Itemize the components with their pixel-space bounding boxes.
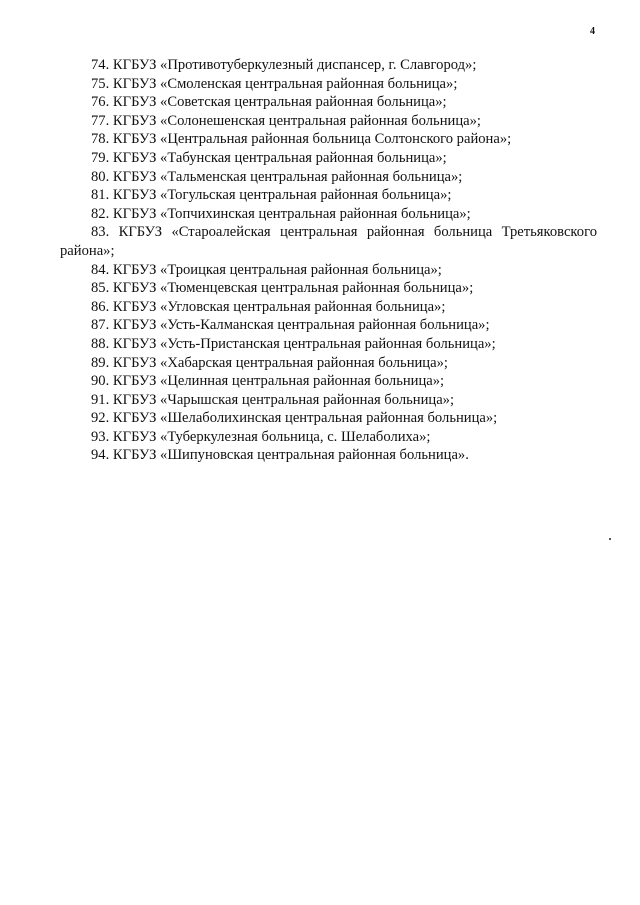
list-item bbox=[0, 149, 640, 168]
item-number: 93. bbox=[91, 428, 110, 445]
list-item bbox=[0, 186, 640, 205]
item-number: 89. bbox=[91, 354, 110, 371]
list-item bbox=[0, 354, 640, 373]
item-text: КГБУЗ «Противотуберкулезный диспансер, г. Славгород»; bbox=[112, 57, 477, 73]
list-item bbox=[0, 298, 640, 317]
item-number: 86. bbox=[91, 298, 110, 315]
item-number: 76. bbox=[91, 94, 110, 111]
item-text: КГБУЗ «Целинная центральная районная больница»; bbox=[112, 373, 445, 390]
item-text: КГБУЗ «Табунская центральная районная больница»; bbox=[112, 149, 447, 166]
item-number: 94. bbox=[91, 447, 110, 464]
item-number: 75. bbox=[91, 75, 110, 92]
item-text: КГБУЗ «Усть-Калманская центральная районная больница»; bbox=[112, 317, 490, 334]
item-text-continuation: района»; bbox=[60, 242, 115, 259]
list-item bbox=[0, 316, 640, 335]
page-number: 4 bbox=[590, 26, 595, 37]
list-item bbox=[0, 205, 640, 224]
item-text: КГБУЗ «Тогульская центральная районная больница»; bbox=[112, 187, 452, 204]
item-number: 90. bbox=[91, 373, 110, 390]
item-number: 88. bbox=[91, 335, 110, 352]
item-number: 81. bbox=[91, 187, 110, 204]
item-text: КГБУЗ «Тюменцевская центральная районная больница»; bbox=[112, 280, 474, 297]
item-text: КГБУЗ «Шелаболихинская центральная районная больница»; bbox=[112, 410, 498, 427]
item-number: 83. bbox=[91, 224, 110, 241]
list-item bbox=[0, 279, 640, 298]
item-text: КГБУЗ «Шипуновская центральная районная больница». bbox=[112, 447, 469, 464]
list-item bbox=[0, 223, 597, 260]
item-number: 82. bbox=[91, 205, 110, 222]
list-item bbox=[0, 446, 640, 465]
list-item bbox=[0, 112, 640, 131]
list-item bbox=[0, 409, 640, 428]
list-item bbox=[0, 93, 640, 112]
item-number: 91. bbox=[91, 391, 110, 408]
item-text: КГБУЗ «Смоленская центральная районная больница»; bbox=[112, 75, 458, 92]
item-number: 85. bbox=[91, 280, 110, 297]
list-item bbox=[0, 428, 640, 447]
list-item bbox=[0, 335, 640, 354]
item-text: КГБУЗ «Советская центральная районная больница»; bbox=[112, 94, 447, 111]
item-number: 78. bbox=[91, 131, 110, 148]
item-text: КГБУЗ «Усть-Пристанская центральная районная больница»; bbox=[112, 335, 496, 352]
item-number: 79. bbox=[91, 149, 110, 166]
item-number: 74. bbox=[91, 57, 110, 73]
institution-list bbox=[0, 56, 640, 465]
list-item bbox=[0, 168, 640, 187]
scan-speck bbox=[609, 538, 611, 540]
item-text: КГБУЗ «Туберкулезная больница, с. Шелаболиха»; bbox=[112, 428, 431, 445]
list-item bbox=[0, 372, 640, 391]
item-text: КГБУЗ «Староалейская центральная районная больница Третьяковского bbox=[118, 224, 597, 241]
item-text: КГБУЗ «Топчихинская центральная районная больница»; bbox=[112, 205, 471, 222]
item-number: 80. bbox=[91, 168, 110, 185]
item-number: 84. bbox=[91, 261, 110, 278]
item-text: КГБУЗ «Тальменская центральная районная больница»; bbox=[112, 168, 463, 185]
item-text: КГБУЗ «Чарышская центральная районная больница»; bbox=[112, 391, 455, 408]
item-text: КГБУЗ «Солонешенская центральная районная больница»; bbox=[112, 112, 481, 129]
item-number: 87. bbox=[91, 317, 110, 334]
item-number: 92. bbox=[91, 410, 110, 427]
item-text: КГБУЗ «Центральная районная больница Солтонского района»; bbox=[112, 131, 512, 148]
list-item bbox=[0, 130, 640, 149]
item-number: 77. bbox=[91, 112, 110, 129]
list-item bbox=[0, 391, 640, 410]
list-item bbox=[0, 56, 640, 75]
item-text: КГБУЗ «Хабарская центральная районная больница»; bbox=[112, 354, 448, 371]
item-text: КГБУЗ «Троицкая центральная районная больница»; bbox=[112, 261, 442, 278]
item-text: КГБУЗ «Угловская центральная районная больница»; bbox=[112, 298, 446, 315]
list-item bbox=[0, 75, 640, 94]
list-item bbox=[0, 261, 640, 280]
